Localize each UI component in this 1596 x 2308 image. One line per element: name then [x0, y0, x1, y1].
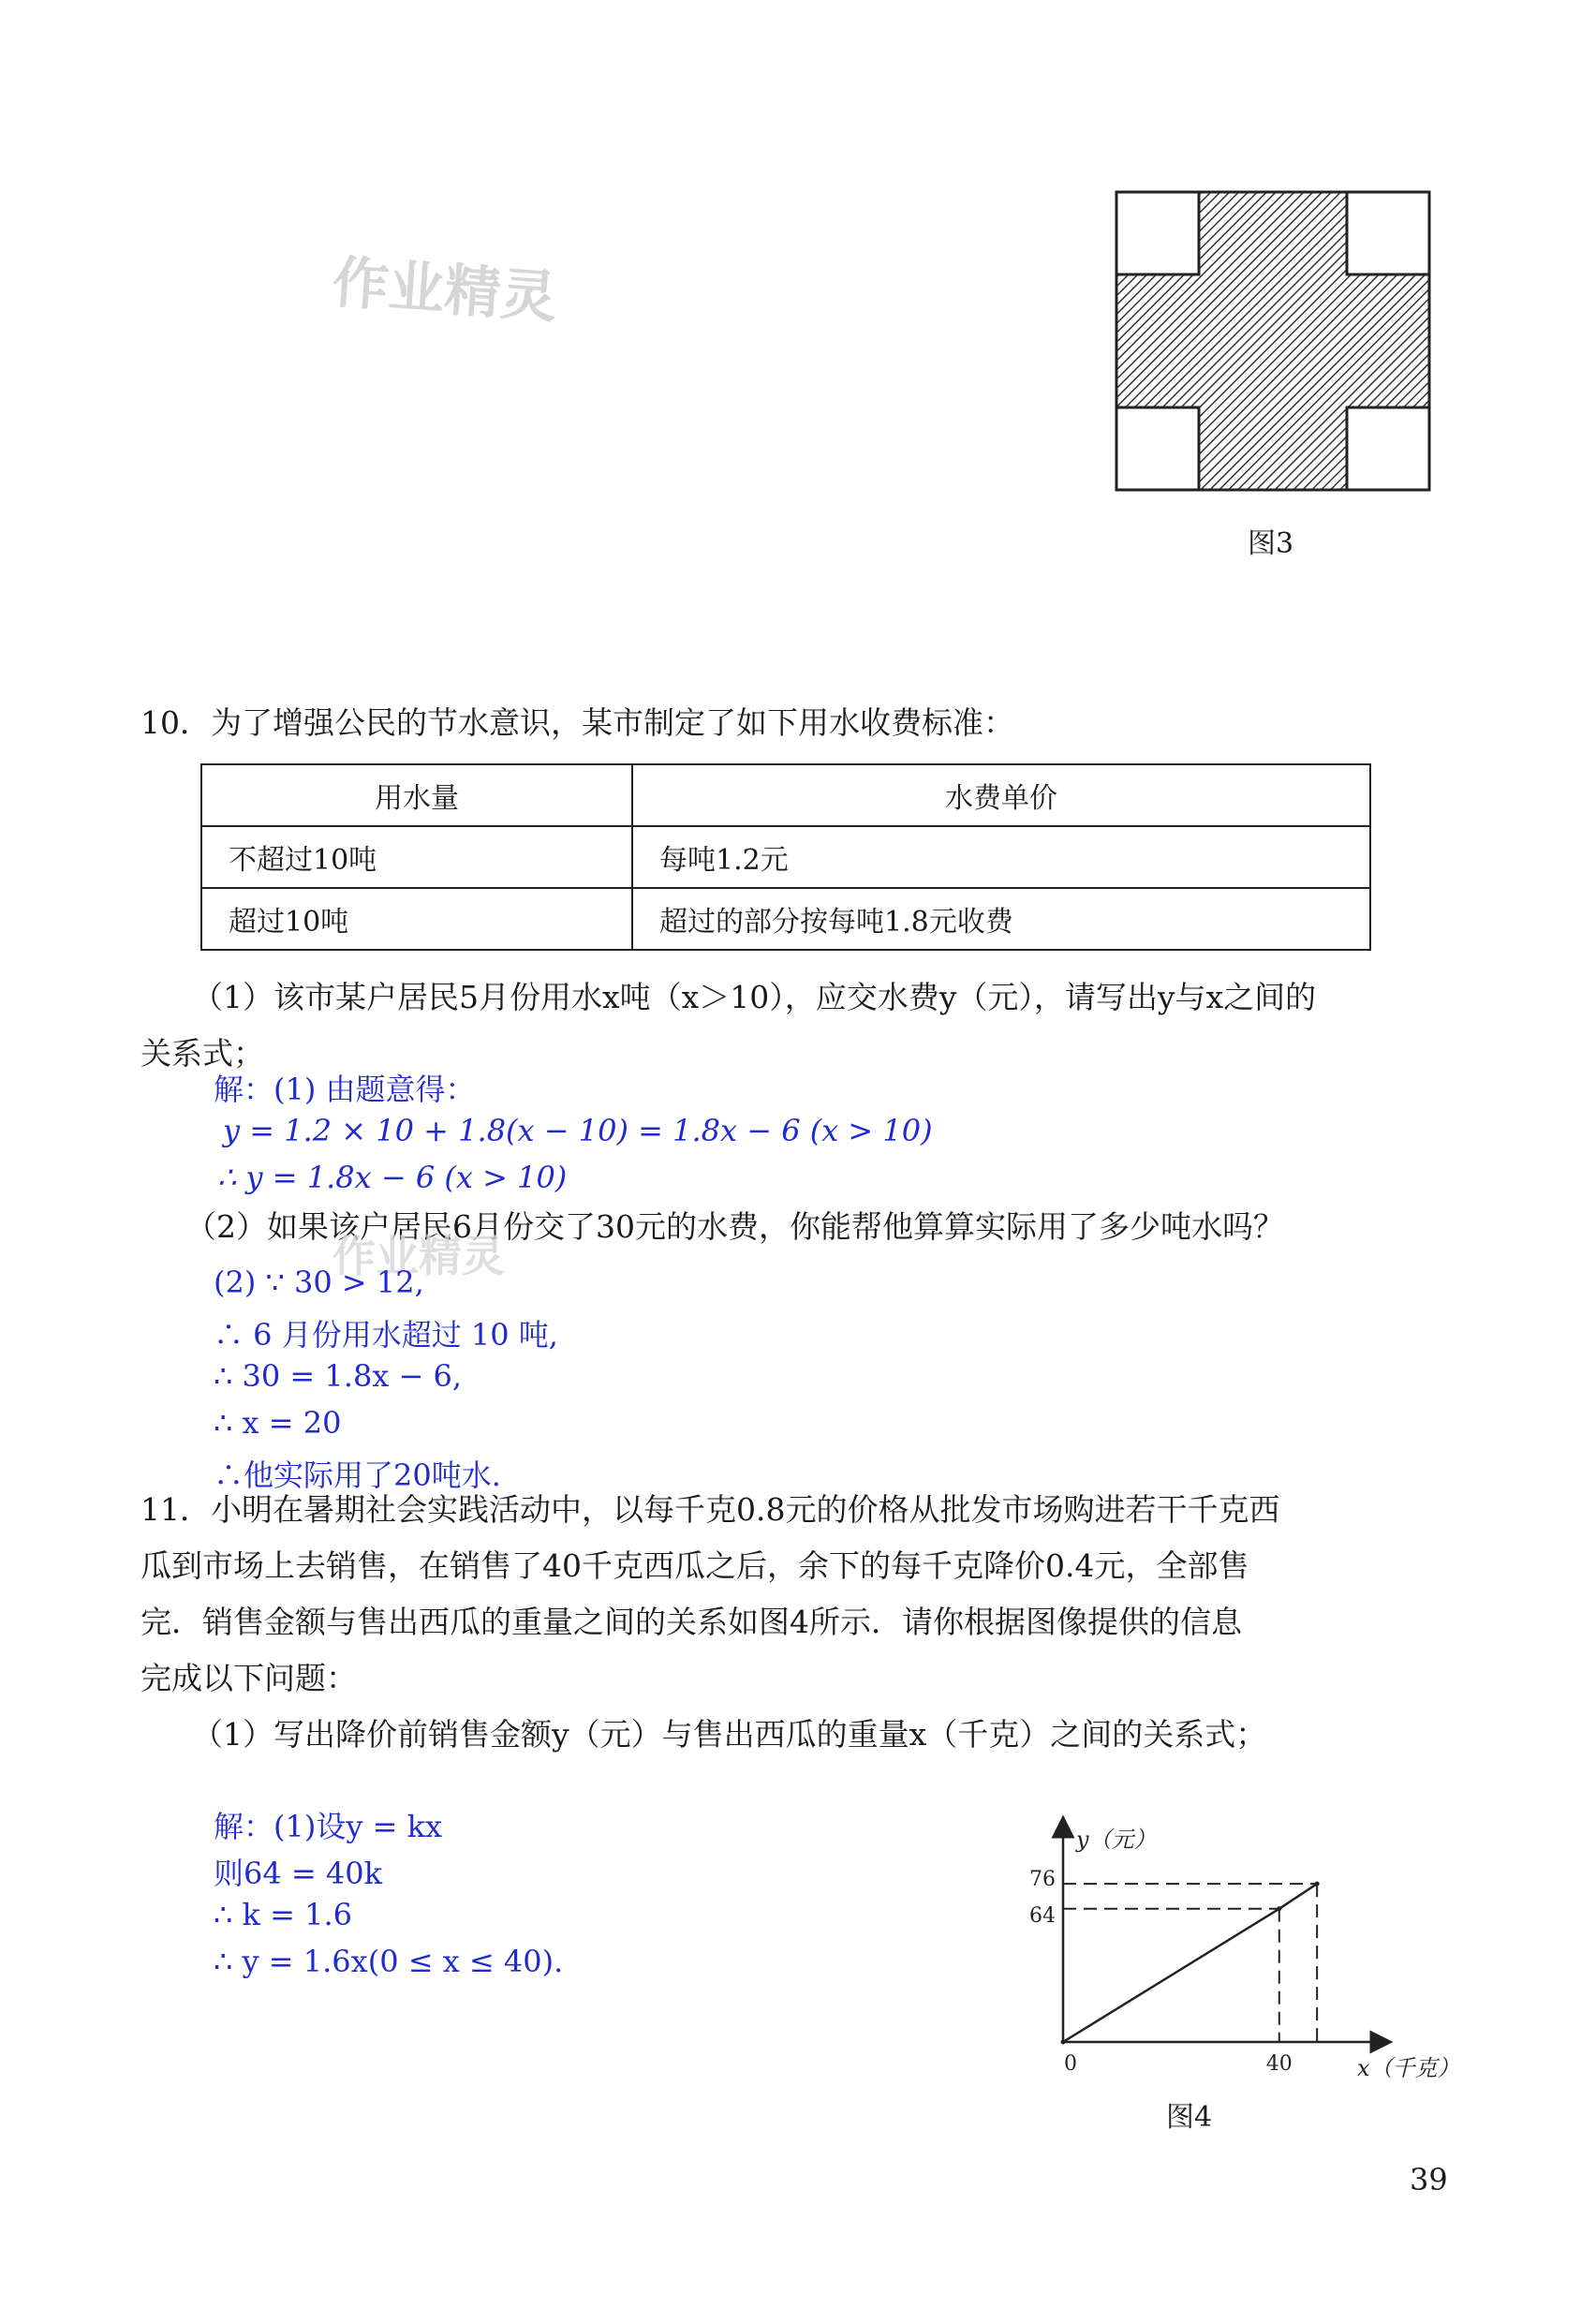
y-axis-label: y（元）	[1076, 1827, 1157, 1853]
figure3-caption: 图3	[1248, 527, 1294, 560]
q11-answer1-line: 则64 = 40k	[214, 1856, 382, 1891]
x-axis-label: x（千克）	[1357, 2055, 1460, 2081]
table-row	[201, 888, 1370, 950]
q10-answer2-line: ∴ 6 月份用水超过 10 吨,	[214, 1317, 558, 1353]
q10-answer2-line: ∴ 30 = 1.8x − 6,	[214, 1358, 463, 1394]
corner-square	[1116, 407, 1199, 490]
data-point	[1061, 2040, 1066, 2045]
table-cell: 超过10吨	[201, 888, 632, 950]
x-tick-label: 0	[1064, 2052, 1077, 2076]
watermark: 作业精灵	[332, 1231, 505, 1281]
table-cell: 每吨1.2元	[632, 826, 1370, 888]
q10-answer1-line: ∴ y = 1.8x − 6 (x > 10)	[217, 1160, 568, 1195]
corner-square	[1116, 192, 1199, 274]
corner-square	[1347, 192, 1429, 274]
y-tick-label: 76	[1029, 1868, 1056, 1892]
q10-answer1-line: 解：(1) 由题意得：	[214, 1072, 476, 1107]
y-tick-label: 64	[1029, 1903, 1056, 1928]
q11-part1: （1）写出降价前销售金额y（元）与售出西瓜的重量x（千克）之间的关系式；	[192, 1716, 1267, 1753]
q10-part2: （2）如果该户居民6月份交了30元的水费，你能帮他算算实际用了多少吨水吗？	[185, 1208, 1284, 1245]
q10-answer2-line: (2) ∵ 30 > 12,	[214, 1265, 424, 1300]
q10-stem: 10．为了增强公民的节水意识，某市制定了如下用水收费标准：	[140, 704, 1014, 741]
table-row	[201, 826, 1370, 888]
table-header: 用水量	[201, 764, 632, 826]
q11-answer1-line: 解：(1)设y = kx	[214, 1809, 443, 1844]
q11-stem-line: 完．销售金额与售出西瓜的重量之间的关系如图4所示．请你根据图像提供的信息	[140, 1604, 1242, 1640]
table-header-row	[201, 764, 1370, 826]
q11-stem-line: 11．小明在暑期社会实践活动中，以每千克0.8元的价格从批发市场购进若干千克西	[140, 1491, 1280, 1528]
table-cell: 超过的部分按每吨1.8元收费	[632, 888, 1370, 950]
q11-answer1-line: ∴ k = 1.6	[214, 1897, 352, 1932]
figure3-cross-diagram	[1113, 187, 1433, 496]
x-tick-label: 40	[1265, 2052, 1293, 2076]
figure4-caption: 图4	[1166, 2101, 1213, 2134]
figure4-chart	[1012, 1817, 1460, 2089]
table-header: 水费单价	[632, 764, 1370, 826]
q11-stem-line: 瓜到市场上去销售，在销售了40千克西瓜之后，余下的每千克降价0.4元，全部售	[140, 1547, 1249, 1584]
table-cell: 不超过10吨	[201, 826, 632, 888]
q10-part1-line1: （1）该市某户居民5月份用水x吨（x＞10），应交水费y（元），请写出y与x之间的	[192, 979, 1317, 1015]
data-point	[1277, 1906, 1281, 1911]
q11-answer1-line: ∴ y = 1.6x(0 ≤ x ≤ 40).	[214, 1944, 564, 1979]
q10-part1-line2: 关系式；	[140, 1035, 264, 1072]
water-fee-table	[200, 763, 1371, 951]
data-point	[1315, 1882, 1320, 1886]
q11-stem-line: 完成以下问题：	[140, 1660, 357, 1696]
q10-answer2-line: ∴他实际用了20吨水.	[214, 1457, 501, 1493]
watermark: 作业精灵	[330, 249, 559, 332]
corner-square	[1347, 407, 1429, 490]
q10-answer2-line: ∴ x = 20	[214, 1405, 342, 1441]
q10-answer1-line: y = 1.2 × 10 + 1.8(x − 10) = 1.8x − 6 (x > 10)	[223, 1113, 933, 1148]
page-number: 39	[1410, 2162, 1448, 2197]
